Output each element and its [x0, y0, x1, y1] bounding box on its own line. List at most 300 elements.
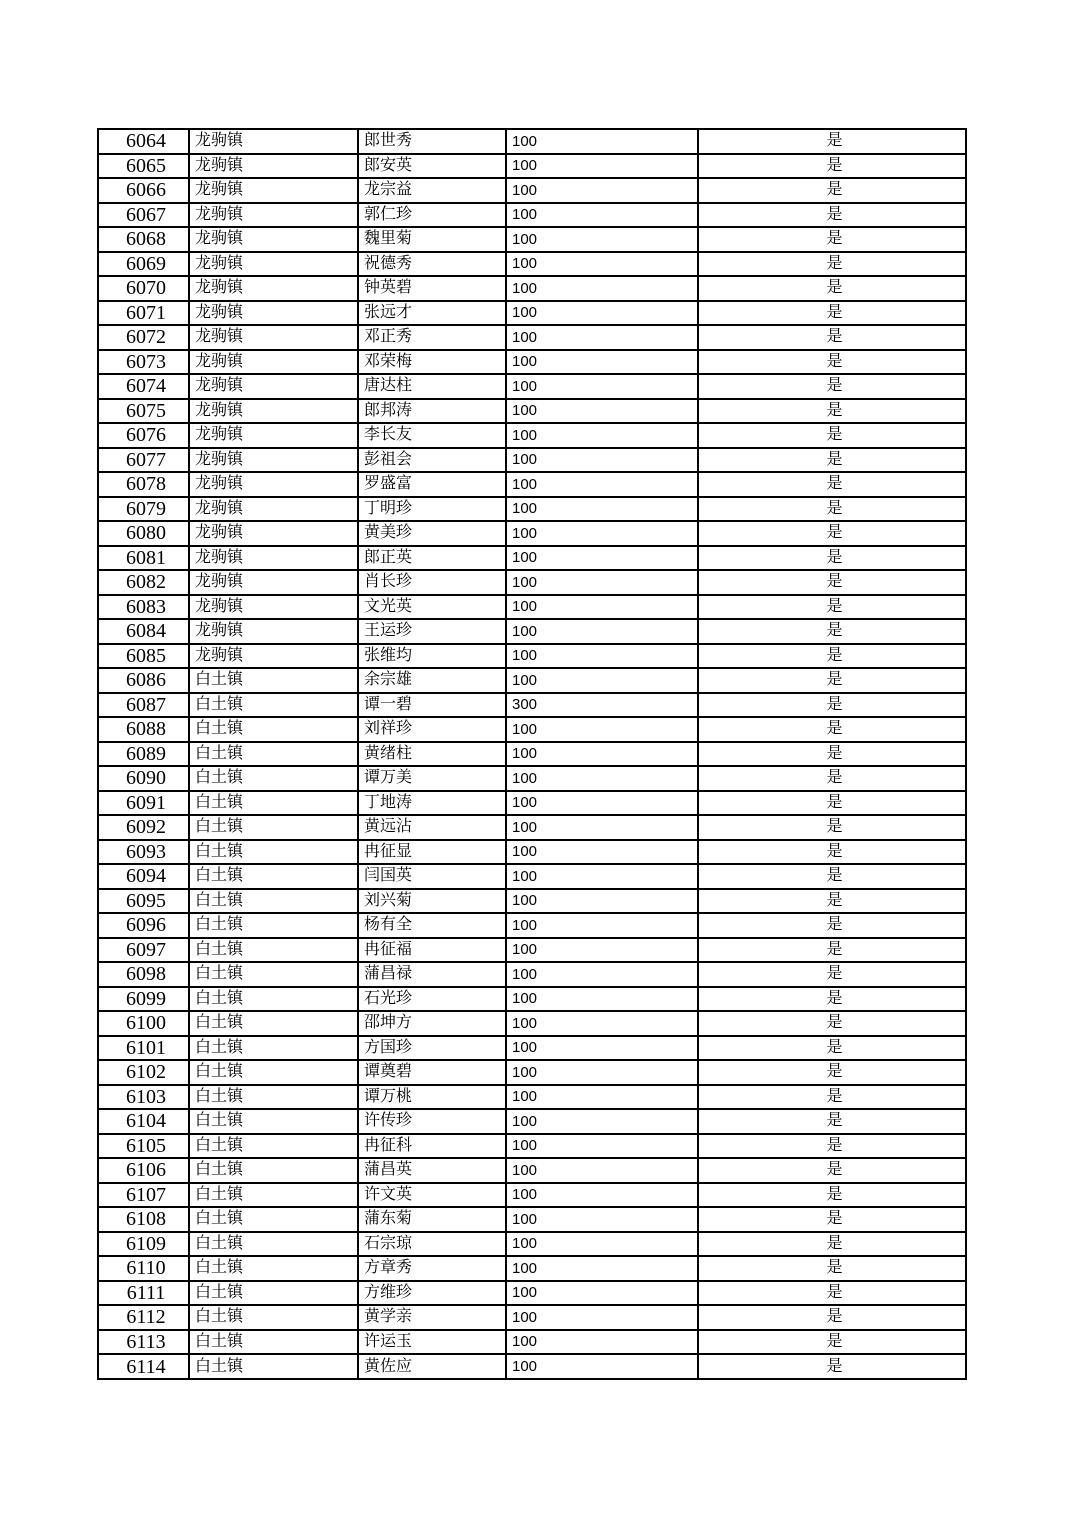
cell-flag: 是: [698, 938, 966, 963]
cell-id: 6081: [98, 546, 189, 571]
table-row: [98, 546, 966, 571]
cell-amount: 100: [506, 1330, 698, 1355]
cell-amount: 100: [506, 1134, 698, 1159]
cell-town: 龙驹镇: [189, 423, 358, 448]
cell-id: 6070: [98, 276, 189, 301]
table-row: [98, 154, 966, 179]
cell-town: 白土镇: [189, 717, 358, 742]
cell-name: 蒲昌禄: [358, 962, 506, 987]
cell-name: 黄佐应: [358, 1354, 506, 1379]
cell-flag: 是: [698, 987, 966, 1012]
cell-id: 6087: [98, 693, 189, 718]
table-row: [98, 962, 966, 987]
data-table: [97, 128, 967, 1380]
cell-amount: 100: [506, 1011, 698, 1036]
cell-id: 6101: [98, 1036, 189, 1061]
cell-name: 黄美珍: [358, 521, 506, 546]
cell-flag: 是: [698, 276, 966, 301]
cell-id: 6065: [98, 154, 189, 179]
cell-town: 白土镇: [189, 1281, 358, 1306]
cell-amount: 100: [506, 1305, 698, 1330]
cell-name: 杨有全: [358, 913, 506, 938]
cell-amount: 100: [506, 619, 698, 644]
cell-town: 白土镇: [189, 1109, 358, 1134]
cell-id: 6106: [98, 1158, 189, 1183]
cell-name: 谭万桃: [358, 1085, 506, 1110]
cell-flag: 是: [698, 472, 966, 497]
cell-id: 6077: [98, 448, 189, 473]
cell-town: 白土镇: [189, 864, 358, 889]
cell-town: 龙驹镇: [189, 644, 358, 669]
table-row: [98, 203, 966, 228]
cell-id: 6105: [98, 1134, 189, 1159]
cell-name: 谭万美: [358, 766, 506, 791]
cell-town: 龙驹镇: [189, 301, 358, 326]
cell-id: 6072: [98, 325, 189, 350]
cell-id: 6089: [98, 742, 189, 767]
table-row: [98, 1183, 966, 1208]
cell-town: 白土镇: [189, 1158, 358, 1183]
cell-amount: 100: [506, 742, 698, 767]
cell-amount: 100: [506, 1354, 698, 1379]
cell-id: 6103: [98, 1085, 189, 1110]
cell-flag: 是: [698, 301, 966, 326]
cell-flag: 是: [698, 1036, 966, 1061]
cell-name: 邓荣梅: [358, 350, 506, 375]
cell-id: 6086: [98, 668, 189, 693]
cell-flag: 是: [698, 1232, 966, 1257]
cell-name: 许运玉: [358, 1330, 506, 1355]
cell-name: 郎邦涛: [358, 399, 506, 424]
cell-amount: 100: [506, 766, 698, 791]
cell-town: 白土镇: [189, 987, 358, 1012]
cell-town: 白土镇: [189, 1085, 358, 1110]
cell-flag: 是: [698, 913, 966, 938]
cell-flag: 是: [698, 1354, 966, 1379]
cell-id: 6074: [98, 374, 189, 399]
cell-town: 白土镇: [189, 1330, 358, 1355]
cell-name: 蒲东菊: [358, 1207, 506, 1232]
cell-name: 邵坤方: [358, 1011, 506, 1036]
cell-town: 龙驹镇: [189, 570, 358, 595]
cell-id: 6073: [98, 350, 189, 375]
cell-flag: 是: [698, 203, 966, 228]
cell-town: 龙驹镇: [189, 350, 358, 375]
cell-id: 6082: [98, 570, 189, 595]
cell-id: 6111: [98, 1281, 189, 1306]
cell-id: 6084: [98, 619, 189, 644]
table-row: [98, 1256, 966, 1281]
cell-town: 龙驹镇: [189, 399, 358, 424]
cell-flag: 是: [698, 325, 966, 350]
cell-town: 龙驹镇: [189, 595, 358, 620]
cell-flag: 是: [698, 766, 966, 791]
cell-name: 石宗琼: [358, 1232, 506, 1257]
cell-name: 闫国英: [358, 864, 506, 889]
cell-id: 6096: [98, 913, 189, 938]
cell-amount: 100: [506, 1158, 698, 1183]
cell-amount: 100: [506, 276, 698, 301]
table-row: [98, 1207, 966, 1232]
cell-id: 6099: [98, 987, 189, 1012]
cell-amount: 100: [506, 1232, 698, 1257]
cell-amount: 100: [506, 178, 698, 203]
cell-id: 6110: [98, 1256, 189, 1281]
cell-id: 6071: [98, 301, 189, 326]
cell-id: 6078: [98, 472, 189, 497]
cell-name: 冉征显: [358, 840, 506, 865]
table-row: [98, 1281, 966, 1306]
cell-town: 白土镇: [189, 693, 358, 718]
cell-id: 6094: [98, 864, 189, 889]
table-row: [98, 1232, 966, 1257]
cell-town: 龙驹镇: [189, 448, 358, 473]
cell-town: 白土镇: [189, 1207, 358, 1232]
cell-town: 白土镇: [189, 742, 358, 767]
table-row: [98, 301, 966, 326]
cell-flag: 是: [698, 1183, 966, 1208]
cell-town: 龙驹镇: [189, 227, 358, 252]
cell-id: 6095: [98, 889, 189, 914]
table-row: [98, 374, 966, 399]
cell-name: 张远才: [358, 301, 506, 326]
cell-amount: 100: [506, 644, 698, 669]
cell-amount: 100: [506, 717, 698, 742]
table-row: [98, 1109, 966, 1134]
table-row: [98, 1011, 966, 1036]
cell-id: 6112: [98, 1305, 189, 1330]
table-row: [98, 1085, 966, 1110]
cell-flag: 是: [698, 129, 966, 154]
cell-amount: 100: [506, 350, 698, 375]
cell-name: 黄学亲: [358, 1305, 506, 1330]
cell-name: 李长友: [358, 423, 506, 448]
cell-id: 6098: [98, 962, 189, 987]
cell-flag: 是: [698, 497, 966, 522]
cell-amount: 100: [506, 1183, 698, 1208]
cell-amount: 100: [506, 987, 698, 1012]
cell-amount: 100: [506, 1060, 698, 1085]
cell-amount: 100: [506, 1036, 698, 1061]
cell-town: 白土镇: [189, 1256, 358, 1281]
table-row: [98, 1330, 966, 1355]
cell-name: 文光英: [358, 595, 506, 620]
cell-town: 龙驹镇: [189, 374, 358, 399]
table-row: [98, 350, 966, 375]
cell-town: 白土镇: [189, 840, 358, 865]
table-row: [98, 717, 966, 742]
cell-name: 许文英: [358, 1183, 506, 1208]
cell-name: 许传珍: [358, 1109, 506, 1134]
table-row: [98, 840, 966, 865]
cell-town: 白土镇: [189, 815, 358, 840]
cell-flag: 是: [698, 350, 966, 375]
table-row: [98, 521, 966, 546]
cell-amount: 100: [506, 399, 698, 424]
table-row: [98, 1305, 966, 1330]
cell-amount: 100: [506, 570, 698, 595]
cell-town: 龙驹镇: [189, 325, 358, 350]
cell-id: 6088: [98, 717, 189, 742]
cell-town: 白土镇: [189, 766, 358, 791]
cell-town: 白土镇: [189, 668, 358, 693]
cell-amount: 100: [506, 889, 698, 914]
cell-flag: 是: [698, 448, 966, 473]
cell-name: 郎正英: [358, 546, 506, 571]
table-row: [98, 889, 966, 914]
cell-flag: 是: [698, 570, 966, 595]
table-row: [98, 252, 966, 277]
cell-id: 6069: [98, 252, 189, 277]
cell-name: 方章秀: [358, 1256, 506, 1281]
cell-id: 6093: [98, 840, 189, 865]
cell-id: 6075: [98, 399, 189, 424]
cell-id: 6079: [98, 497, 189, 522]
table-body: [98, 129, 966, 1379]
cell-town: 白土镇: [189, 1305, 358, 1330]
table-row: [98, 448, 966, 473]
cell-amount: 100: [506, 1256, 698, 1281]
cell-name: 谭一碧: [358, 693, 506, 718]
cell-flag: 是: [698, 1256, 966, 1281]
table-row: [98, 864, 966, 889]
table-row: [98, 276, 966, 301]
cell-id: 6104: [98, 1109, 189, 1134]
cell-flag: 是: [698, 399, 966, 424]
table-row: [98, 987, 966, 1012]
cell-amount: 100: [506, 595, 698, 620]
table-row: [98, 423, 966, 448]
cell-flag: 是: [698, 889, 966, 914]
cell-id: 6091: [98, 791, 189, 816]
cell-amount: 100: [506, 546, 698, 571]
cell-id: 6066: [98, 178, 189, 203]
table-row: [98, 1036, 966, 1061]
cell-flag: 是: [698, 1207, 966, 1232]
cell-flag: 是: [698, 521, 966, 546]
cell-flag: 是: [698, 423, 966, 448]
table-row: [98, 619, 966, 644]
cell-town: 龙驹镇: [189, 203, 358, 228]
cell-amount: 100: [506, 325, 698, 350]
cell-name: 谭奠碧: [358, 1060, 506, 1085]
table-row: [98, 472, 966, 497]
cell-name: 丁地涛: [358, 791, 506, 816]
cell-id: 6113: [98, 1330, 189, 1355]
cell-amount: 100: [506, 448, 698, 473]
cell-amount: 100: [506, 497, 698, 522]
cell-id: 6067: [98, 203, 189, 228]
cell-town: 白土镇: [189, 938, 358, 963]
cell-flag: 是: [698, 717, 966, 742]
table-row: [98, 1158, 966, 1183]
cell-town: 龙驹镇: [189, 619, 358, 644]
cell-town: 龙驹镇: [189, 129, 358, 154]
table-row: [98, 595, 966, 620]
cell-town: 白土镇: [189, 913, 358, 938]
table-row: [98, 938, 966, 963]
cell-amount: 100: [506, 1085, 698, 1110]
cell-amount: 100: [506, 815, 698, 840]
cell-amount: 100: [506, 1207, 698, 1232]
cell-amount: 100: [506, 521, 698, 546]
cell-id: 6092: [98, 815, 189, 840]
cell-amount: 100: [506, 840, 698, 865]
table-row: [98, 325, 966, 350]
cell-flag: 是: [698, 668, 966, 693]
cell-amount: 100: [506, 203, 698, 228]
cell-flag: 是: [698, 374, 966, 399]
cell-name: 龙宗益: [358, 178, 506, 203]
cell-flag: 是: [698, 1134, 966, 1159]
cell-flag: 是: [698, 1330, 966, 1355]
cell-amount: 100: [506, 913, 698, 938]
cell-name: 冉征福: [358, 938, 506, 963]
cell-id: 6114: [98, 1354, 189, 1379]
table-row: [98, 766, 966, 791]
cell-id: 6109: [98, 1232, 189, 1257]
cell-flag: 是: [698, 178, 966, 203]
cell-flag: 是: [698, 595, 966, 620]
cell-id: 6108: [98, 1207, 189, 1232]
cell-flag: 是: [698, 619, 966, 644]
cell-id: 6068: [98, 227, 189, 252]
cell-name: 黄绪柱: [358, 742, 506, 767]
table-row: [98, 1060, 966, 1085]
cell-flag: 是: [698, 546, 966, 571]
cell-town: 龙驹镇: [189, 497, 358, 522]
cell-flag: 是: [698, 1158, 966, 1183]
cell-amount: 100: [506, 1281, 698, 1306]
cell-id: 6085: [98, 644, 189, 669]
cell-id: 6100: [98, 1011, 189, 1036]
cell-town: 白土镇: [189, 1060, 358, 1085]
cell-flag: 是: [698, 693, 966, 718]
cell-amount: 300: [506, 693, 698, 718]
cell-name: 黄远沾: [358, 815, 506, 840]
cell-name: 刘兴菊: [358, 889, 506, 914]
cell-amount: 100: [506, 252, 698, 277]
cell-name: 魏里菊: [358, 227, 506, 252]
cell-name: 邓正秀: [358, 325, 506, 350]
cell-amount: 100: [506, 962, 698, 987]
cell-id: 6076: [98, 423, 189, 448]
cell-amount: 100: [506, 129, 698, 154]
cell-flag: 是: [698, 1011, 966, 1036]
cell-id: 6097: [98, 938, 189, 963]
cell-amount: 100: [506, 374, 698, 399]
cell-town: 龙驹镇: [189, 472, 358, 497]
cell-name: 郭仁珍: [358, 203, 506, 228]
cell-flag: 是: [698, 815, 966, 840]
cell-name: 郎世秀: [358, 129, 506, 154]
cell-flag: 是: [698, 1305, 966, 1330]
cell-town: 白土镇: [189, 1183, 358, 1208]
cell-name: 石光珍: [358, 987, 506, 1012]
cell-amount: 100: [506, 668, 698, 693]
cell-town: 龙驹镇: [189, 546, 358, 571]
cell-name: 祝德秀: [358, 252, 506, 277]
cell-amount: 100: [506, 1109, 698, 1134]
cell-flag: 是: [698, 864, 966, 889]
cell-name: 丁明珍: [358, 497, 506, 522]
cell-amount: 100: [506, 472, 698, 497]
cell-amount: 100: [506, 301, 698, 326]
cell-name: 蒲昌英: [358, 1158, 506, 1183]
cell-town: 龙驹镇: [189, 276, 358, 301]
cell-flag: 是: [698, 154, 966, 179]
cell-town: 白土镇: [189, 1036, 358, 1061]
table-row: [98, 399, 966, 424]
table-row: [98, 913, 966, 938]
table-row: [98, 791, 966, 816]
cell-town: 龙驹镇: [189, 178, 358, 203]
cell-id: 6107: [98, 1183, 189, 1208]
cell-flag: 是: [698, 742, 966, 767]
cell-flag: 是: [698, 252, 966, 277]
table-row: [98, 1354, 966, 1379]
table-row: [98, 693, 966, 718]
cell-id: 6064: [98, 129, 189, 154]
cell-name: 余宗雄: [358, 668, 506, 693]
cell-town: 白土镇: [189, 889, 358, 914]
table-row: [98, 227, 966, 252]
table-row: [98, 668, 966, 693]
table-row: [98, 742, 966, 767]
cell-id: 6080: [98, 521, 189, 546]
cell-id: 6102: [98, 1060, 189, 1085]
cell-flag: 是: [698, 1060, 966, 1085]
cell-town: 龙驹镇: [189, 154, 358, 179]
cell-town: 白土镇: [189, 1011, 358, 1036]
cell-name: 彭祖会: [358, 448, 506, 473]
table-row: [98, 129, 966, 154]
cell-name: 冉征科: [358, 1134, 506, 1159]
cell-amount: 100: [506, 864, 698, 889]
cell-flag: 是: [698, 227, 966, 252]
cell-town: 龙驹镇: [189, 252, 358, 277]
cell-flag: 是: [698, 962, 966, 987]
table-row: [98, 570, 966, 595]
table-row: [98, 497, 966, 522]
cell-name: 张维均: [358, 644, 506, 669]
cell-name: 刘祥珍: [358, 717, 506, 742]
cell-flag: 是: [698, 840, 966, 865]
cell-amount: 100: [506, 423, 698, 448]
cell-name: 方国珍: [358, 1036, 506, 1061]
cell-amount: 100: [506, 938, 698, 963]
cell-flag: 是: [698, 1281, 966, 1306]
cell-name: 唐达柱: [358, 374, 506, 399]
cell-flag: 是: [698, 1085, 966, 1110]
table-row: [98, 644, 966, 669]
cell-flag: 是: [698, 791, 966, 816]
cell-town: 白土镇: [189, 1354, 358, 1379]
cell-name: 郎安英: [358, 154, 506, 179]
cell-name: 罗盛富: [358, 472, 506, 497]
cell-amount: 100: [506, 154, 698, 179]
cell-id: 6083: [98, 595, 189, 620]
table-row: [98, 178, 966, 203]
cell-name: 王运珍: [358, 619, 506, 644]
cell-flag: 是: [698, 644, 966, 669]
cell-name: 方维珍: [358, 1281, 506, 1306]
cell-name: 肖长珍: [358, 570, 506, 595]
cell-amount: 100: [506, 227, 698, 252]
cell-id: 6090: [98, 766, 189, 791]
table-row: [98, 815, 966, 840]
cell-amount: 100: [506, 791, 698, 816]
